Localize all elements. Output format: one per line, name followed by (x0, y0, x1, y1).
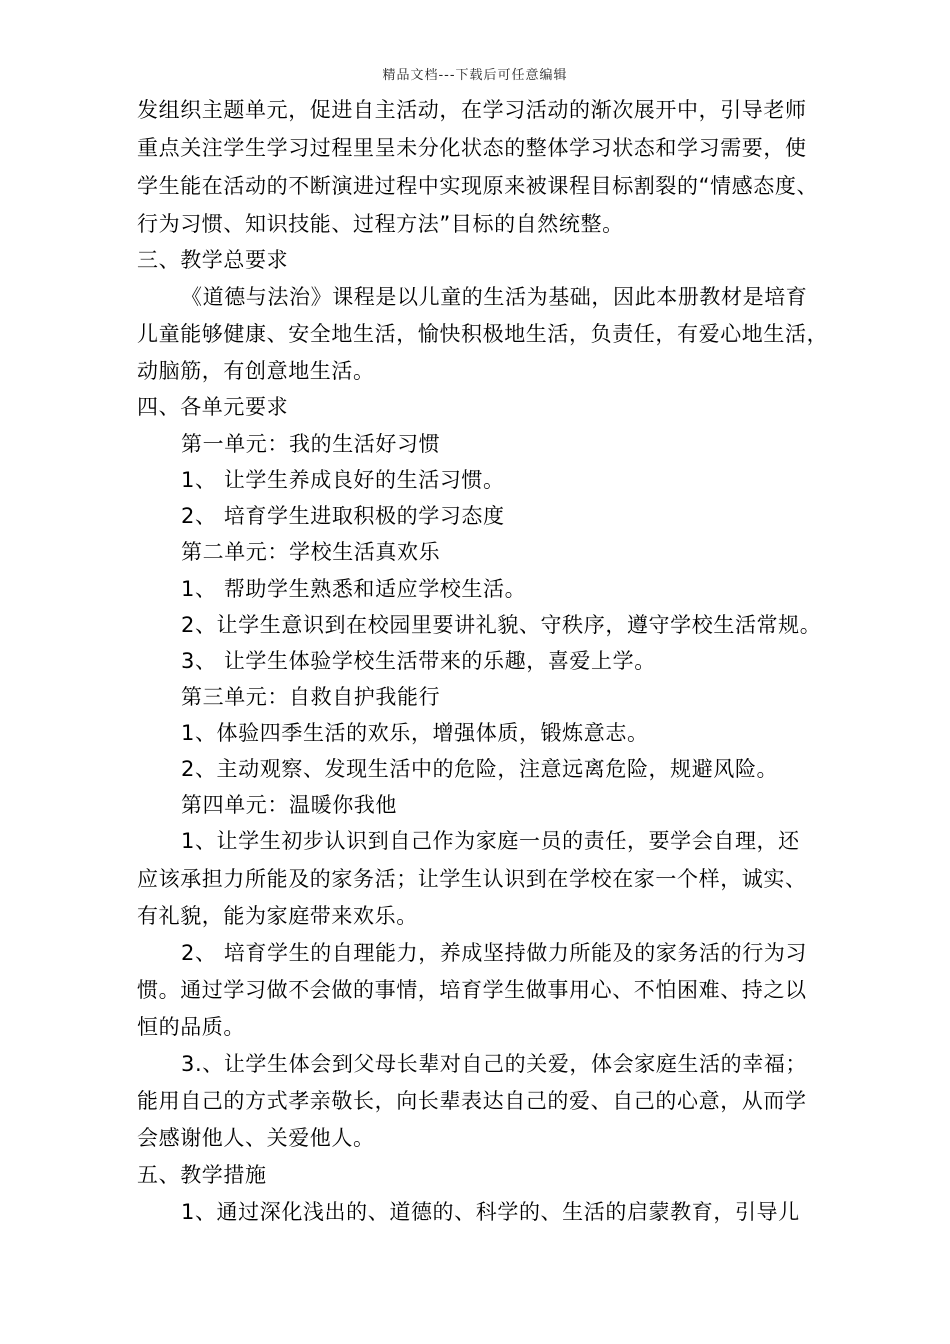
text-line: 会感谢他人、关爱他人。 (137, 1126, 375, 1150)
text-line: 1、让学生初步认识到自己作为家庭一员的责任，要学会自理，还 (181, 829, 800, 853)
text-line: 应该承担力所能及的家务活；让学生认识到在学校在家一个样，诚实、 (137, 867, 807, 891)
text-line: 2、 培育学生进取积极的学习态度 (181, 504, 505, 528)
text-line: 1、 帮助学生熟悉和适应学校生活。 (181, 577, 527, 601)
text-line: 能用自己的方式孝亲敬长，向长辈表达自己的爱、自己的心意，从而学 (137, 1089, 807, 1113)
text-line: 儿童能够健康、安全地生活，愉快积极地生活，负责任，有爱心地生活， (137, 322, 829, 346)
text-line: 恒的品质。 (137, 1015, 245, 1039)
text-line: 四、各单元要求 (137, 395, 289, 419)
text-line: 三、教学总要求 (137, 248, 289, 272)
text-line: 1、体验四季生活的欢乐，增强体质，锻炼意志。 (181, 721, 649, 745)
text-line: 行为习惯、知识技能、过程方法”目标的自然统整。 (137, 212, 624, 236)
text-line: 第四单元：温暖你我他 (181, 793, 397, 817)
text-line: 《道德与法治》课程是以儿童的生活为基础，因此本册教材是培育 (181, 285, 808, 309)
text-line: 第二单元：学校生活真欢乐 (181, 540, 441, 564)
text-line: 发组织主题单元，促进自主活动，在学习活动的渐次展开中，引导老师 (137, 98, 807, 122)
text-line: 2、 培育学生的自理能力，养成坚持做力所能及的家务活的行为习 (181, 941, 808, 965)
page-header: 精品文档---下载后可任意编辑 (382, 68, 568, 83)
text-line: 学生能在活动的不断演进过程中实现原来被课程目标割裂的“情感态度、 (137, 174, 819, 198)
text-line: 惯。通过学习做不会做的事情，培育学生做事用心、不怕困难、持之以 (137, 978, 807, 1002)
text-line: 1、通过深化浅出的、道德的、科学的、生活的启蒙教育，引导儿 (181, 1200, 800, 1224)
text-line: 2、主动观察、发现生活中的危险，注意远离危险，规避风险。 (181, 757, 779, 781)
text-line: 2、让学生意识到在校园里要讲礼貌、守秩序，遵守学校生活常规。 (181, 613, 822, 637)
text-line: 1、 让学生养成良好的生活习惯。 (181, 468, 505, 492)
text-line: 第三单元：自救自护我能行 (181, 685, 441, 709)
text-line: 3.、让学生体会到父母长辈对自己的关爱，体会家庭生活的幸福； (181, 1052, 808, 1076)
text-line: 五、教学措施 (137, 1163, 267, 1187)
text-line: 第一单元：我的生活好习惯 (181, 432, 441, 456)
text-line: 3、 让学生体验学校生活带来的乐趣，喜爱上学。 (181, 649, 656, 673)
text-line: 有礼貌，能为家庭带来欢乐。 (137, 904, 418, 928)
text-line: 重点关注学生学习过程里呈未分化状态的整体学习状态和学习需要，使 (137, 136, 807, 160)
text-line: 动脑筋，有创意地生活。 (137, 359, 375, 383)
